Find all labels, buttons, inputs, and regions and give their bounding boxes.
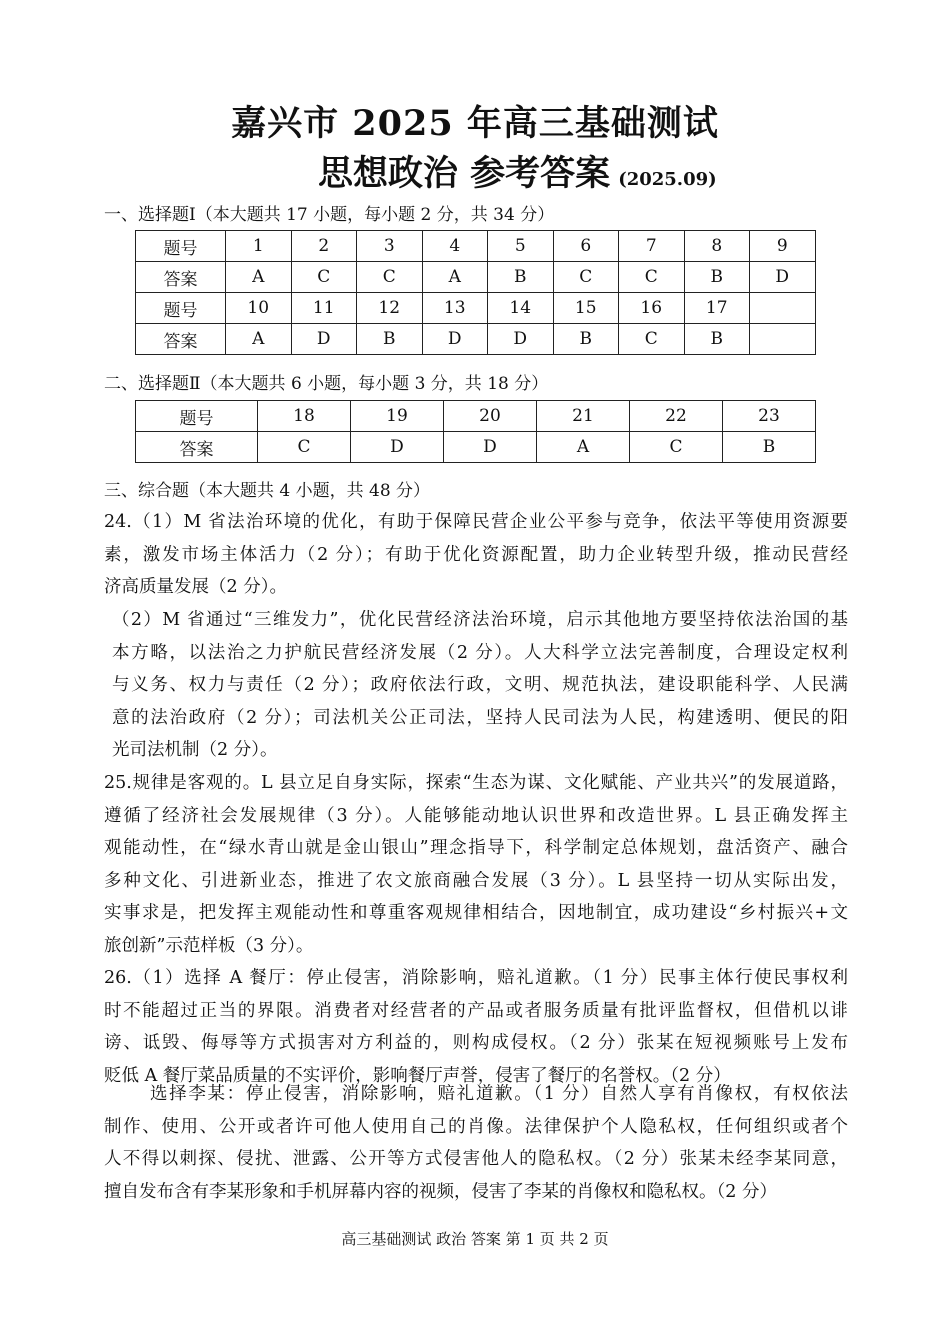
text-line: 擅自发布含有李某形象和手机屏幕内容的视频，侵害了李某的肖像权和隐私权。（2 分）	[104, 1181, 777, 1202]
table-row	[136, 262, 816, 293]
table-row	[136, 401, 816, 432]
text-line: 观能动性，在“绿水青山就是金山银山”理念指导下，科学制定总体规划，盘活资产、融合	[104, 838, 848, 859]
answer-cell: D	[444, 432, 537, 463]
answer-cell: B	[553, 324, 619, 355]
text-line: （2）M 省通过“三维发力”，优化民营经济法治环境，启示其他地方要坚持依法治国的基	[112, 610, 848, 630]
text-line: 26.（1）选择 A 餐厅：停止侵害，消除影响，赔礼道歉。（1 分）民事主体行使民事权利	[104, 968, 848, 988]
question-number: 8	[684, 231, 750, 262]
text-line: 意的法治政府（2 分）；司法机关公正司法，坚持人民司法为人民，构建透明、便民的阳	[112, 707, 848, 728]
question-number: 15	[553, 293, 619, 324]
text-line: 贬低 A 餐厅菜品质量的不实评价，影响餐厅声誉，侵害了餐厅的名誉权。（2 分）	[104, 1065, 731, 1086]
text-line: 人不得以刺探、侵扰、泄露、公开等方式侵害他人的隐私权。（2 分）张某未经李某同意，	[104, 1149, 848, 1170]
page-title: 嘉兴市 2025 年高三基础测试	[231, 103, 719, 144]
text-line: 本方略，以法治之力护航民营经济发展（2 分）。人大科学立法完善制度，合理设定权利	[112, 642, 848, 663]
answer-cell: C	[357, 262, 423, 293]
text-line: 25.规律是客观的。L 县立足自身实际，探索“生态为谋、文化赋能、产业共兴”的发展道路，	[104, 773, 848, 793]
answer-cell: C	[291, 262, 357, 293]
text-line: 选择李某：停止侵害，消除影响，赔礼道歉。（1 分）自然人享有肖像权，有权依法	[150, 1084, 848, 1104]
answer-26-part-2	[104, 1078, 848, 1208]
answer-cell: D	[750, 262, 816, 293]
question-number: 23	[723, 401, 816, 432]
empty-cell	[750, 293, 816, 324]
row-label-answer: 答案	[136, 432, 258, 463]
question-number: 3	[357, 231, 423, 262]
answer-cell: C	[619, 262, 685, 293]
page-footer: 高三基础测试 政治 答案 第 1 页 共 2 页	[341, 1230, 609, 1248]
text-line: 谤、诋毁、侮辱等方式损害对方利益的，则构成侵权。（2 分）张某在短视频账号上发布	[104, 1033, 848, 1054]
question-number: 10	[226, 293, 292, 324]
text-line: 时不能超过正当的界限。消费者对经营者的产品或者服务质量有批评监督权，但借机以诽	[104, 1000, 848, 1021]
answer-cell: A	[226, 262, 292, 293]
answer-24-part-1	[104, 506, 848, 604]
question-number: 14	[488, 293, 554, 324]
question-number: 16	[619, 293, 685, 324]
section1-heading: 一、选择题Ⅰ（本大题共 17 小题，每小题 2 分，共 34 分）	[104, 205, 555, 225]
question-number: 22	[630, 401, 723, 432]
choice-table-2	[135, 400, 816, 463]
text-line: 24.（1）M 省法治环境的优化，有助于保障民营企业公平参与竞争，依法平等使用资源要	[104, 512, 848, 532]
text-line: 实事求是，把发挥主观能动性和尊重客观规律相结合，因地制宜，成功建设“乡村振兴+文	[104, 903, 848, 924]
question-number: 21	[537, 401, 630, 432]
answer-24-part-2	[112, 604, 848, 767]
row-label-question: 题号	[136, 231, 226, 262]
page-subtitle	[318, 152, 717, 202]
section3-heading: 三、综合题（本大题共 4 小题，共 48 分）	[104, 481, 431, 501]
question-number: 2	[291, 231, 357, 262]
table-row	[136, 293, 816, 324]
question-number: 6	[553, 231, 619, 262]
answer-cell: A	[537, 432, 630, 463]
row-label-answer: 答案	[136, 324, 226, 355]
answer-cell: C	[619, 324, 685, 355]
text-line: 光司法机制（2 分）。	[112, 740, 278, 761]
row-label-answer: 答案	[136, 262, 226, 293]
table-row	[136, 231, 816, 262]
text-line: 济高质量发展（2 分）。	[104, 577, 287, 598]
question-number: 1	[226, 231, 292, 262]
empty-cell	[750, 324, 816, 355]
question-number: 7	[619, 231, 685, 262]
question-number: 11	[291, 293, 357, 324]
subtitle-text: 思想政治 参考答案	[318, 153, 611, 194]
text-line: 与义务、权力与责任（2 分）；政府依法行政，文明、规范执法，建设职能科学、人民满	[112, 675, 848, 696]
answer-cell: D	[422, 324, 488, 355]
question-number: 13	[422, 293, 488, 324]
choice-table-1	[135, 230, 816, 355]
table-row	[136, 432, 816, 463]
row-label-question: 题号	[136, 401, 258, 432]
question-number: 5	[488, 231, 554, 262]
answer-cell: B	[357, 324, 423, 355]
answer-cell: B	[488, 262, 554, 293]
section2-heading: 二、选择题Ⅱ（本大题共 6 小题，每小题 3 分，共 18 分）	[104, 374, 549, 394]
answer-cell: C	[630, 432, 723, 463]
answer-cell: D	[488, 324, 554, 355]
exam-date: (2025.09)	[618, 169, 717, 190]
answer-cell: D	[351, 432, 444, 463]
question-number: 12	[357, 293, 423, 324]
answer-cell: A	[422, 262, 488, 293]
text-line: 多种文化、引进新业态，推进了农文旅商融合发展（3 分）。L 县坚持一切从实际出发，	[104, 870, 848, 891]
text-line: 遵循了经济社会发展规律（3 分）。人能够能动地认识世界和改造世界。L 县正确发挥主	[104, 805, 848, 826]
question-number: 4	[422, 231, 488, 262]
table-row	[136, 324, 816, 355]
answer-cell: A	[226, 324, 292, 355]
row-label-question: 题号	[136, 293, 226, 324]
question-number: 18	[258, 401, 351, 432]
answer-cell: D	[291, 324, 357, 355]
answer-cell: C	[553, 262, 619, 293]
text-line: 素，激发市场主体活力（2 分）；有助于优化资源配置，助力企业转型升级，推动民营经	[104, 544, 848, 565]
question-number: 20	[444, 401, 537, 432]
question-number: 17	[684, 293, 750, 324]
text-line: 制作、使用、公开或者许可他人使用自己的肖像。法律保护个人隐私权，任何组织或者个	[104, 1116, 848, 1137]
answer-cell: B	[684, 324, 750, 355]
question-number: 19	[351, 401, 444, 432]
question-number: 9	[750, 231, 816, 262]
answer-cell: B	[684, 262, 750, 293]
answer-cell: B	[723, 432, 816, 463]
text-line: 旅创新”示范样板（3 分）。	[104, 935, 314, 956]
answer-26-part-1	[104, 962, 848, 1092]
answer-25	[104, 767, 848, 963]
answer-cell: C	[258, 432, 351, 463]
